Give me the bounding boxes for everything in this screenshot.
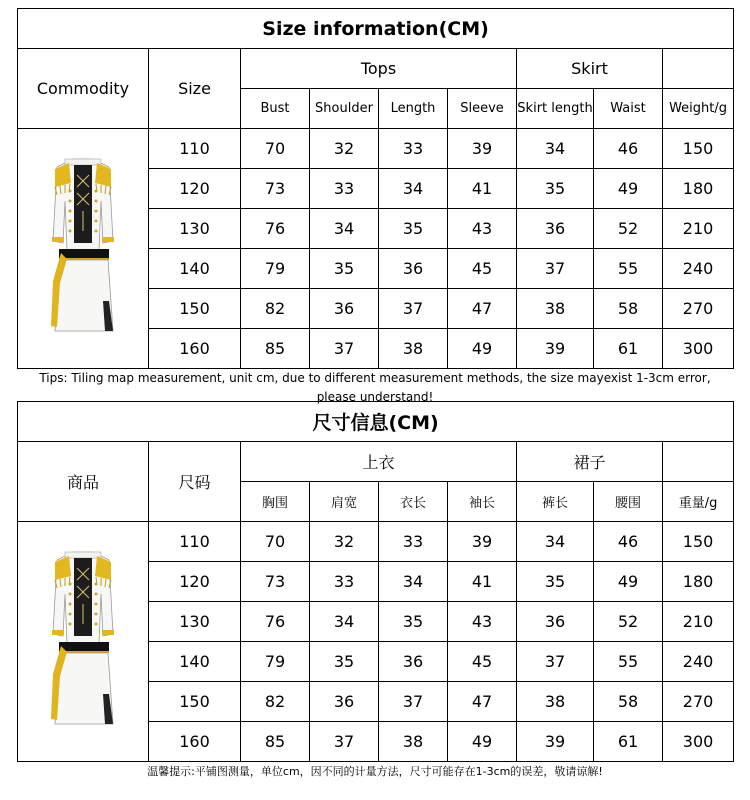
- value-cell: 150: [663, 522, 734, 562]
- value-cell: 85: [241, 329, 310, 369]
- tips-note: 温馨提示:平铺图测量，单位cm，因不同的计量方法，尺寸可能存在1-3cm的误差，敬请谅解!: [147, 765, 603, 778]
- col-header: Waist: [594, 89, 663, 129]
- tops-header: 上衣: [241, 442, 517, 482]
- tops-header: Tops: [241, 49, 517, 89]
- value-cell: 35: [517, 169, 594, 209]
- value-cell: 34: [379, 169, 448, 209]
- value-cell: 39: [517, 722, 594, 762]
- value-cell: 49: [594, 169, 663, 209]
- value-cell: 39: [448, 522, 517, 562]
- skirt-header: 裙子: [517, 442, 663, 482]
- value-cell: 49: [594, 562, 663, 602]
- blank-header: [663, 49, 734, 89]
- value-cell: 270: [663, 289, 734, 329]
- col-header: 胸围: [241, 482, 310, 522]
- size-cell: 150: [149, 682, 241, 722]
- value-cell: 85: [241, 722, 310, 762]
- size-cell: 130: [149, 602, 241, 642]
- value-cell: 150: [663, 129, 734, 169]
- value-cell: 76: [241, 209, 310, 249]
- value-cell: 37: [379, 682, 448, 722]
- value-cell: 34: [517, 129, 594, 169]
- value-cell: 46: [594, 129, 663, 169]
- value-cell: 49: [448, 329, 517, 369]
- value-cell: 41: [448, 562, 517, 602]
- value-cell: 300: [663, 329, 734, 369]
- col-header: Skirt length: [517, 89, 594, 129]
- value-cell: 210: [663, 602, 734, 642]
- size-cell: 120: [149, 169, 241, 209]
- col-header: 肩宽: [310, 482, 379, 522]
- value-cell: 35: [517, 562, 594, 602]
- value-cell: 33: [310, 562, 379, 602]
- value-cell: 47: [448, 682, 517, 722]
- size-cell: 160: [149, 722, 241, 762]
- value-cell: 270: [663, 682, 734, 722]
- value-cell: 37: [517, 642, 594, 682]
- value-cell: 33: [379, 522, 448, 562]
- value-cell: 36: [379, 642, 448, 682]
- col-header: Bust: [241, 89, 310, 129]
- value-cell: 39: [448, 129, 517, 169]
- value-cell: 37: [379, 289, 448, 329]
- blank-header: [663, 442, 734, 482]
- size-cell: 120: [149, 562, 241, 602]
- size-header: Size: [149, 49, 241, 129]
- value-cell: 180: [663, 562, 734, 602]
- col-header: Shoulder: [310, 89, 379, 129]
- value-cell: 61: [594, 722, 663, 762]
- value-cell: 34: [310, 209, 379, 249]
- table-title: 尺寸信息(CM): [18, 402, 734, 442]
- value-cell: 36: [310, 682, 379, 722]
- value-cell: 32: [310, 129, 379, 169]
- col-header: Weight/g: [663, 89, 734, 129]
- value-cell: 45: [448, 642, 517, 682]
- value-cell: 35: [310, 642, 379, 682]
- value-cell: 47: [448, 289, 517, 329]
- value-cell: 82: [241, 289, 310, 329]
- value-cell: 35: [379, 209, 448, 249]
- col-header: Length: [379, 89, 448, 129]
- value-cell: 32: [310, 522, 379, 562]
- value-cell: 34: [310, 602, 379, 642]
- value-cell: 34: [379, 562, 448, 602]
- value-cell: 36: [379, 249, 448, 289]
- value-cell: 79: [241, 249, 310, 289]
- value-cell: 36: [517, 602, 594, 642]
- value-cell: 46: [594, 522, 663, 562]
- value-cell: 55: [594, 249, 663, 289]
- col-header: 腰围: [594, 482, 663, 522]
- size-cell: 130: [149, 209, 241, 249]
- value-cell: 73: [241, 562, 310, 602]
- skirt-header: Skirt: [517, 49, 663, 89]
- commodity-header: Commodity: [18, 49, 149, 129]
- size-table-en: [17, 8, 733, 407]
- col-header: 衣长: [379, 482, 448, 522]
- size-cell: 140: [149, 642, 241, 682]
- value-cell: 43: [448, 602, 517, 642]
- product-image: [43, 131, 123, 366]
- value-cell: 79: [241, 642, 310, 682]
- size-cell: 110: [149, 129, 241, 169]
- product-image-cell: [18, 129, 149, 369]
- value-cell: 41: [448, 169, 517, 209]
- table-title: Size information(CM): [18, 9, 734, 49]
- value-cell: 61: [594, 329, 663, 369]
- value-cell: 58: [594, 289, 663, 329]
- value-cell: 33: [310, 169, 379, 209]
- col-header: 裤长: [517, 482, 594, 522]
- value-cell: 73: [241, 169, 310, 209]
- value-cell: 38: [379, 329, 448, 369]
- value-cell: 35: [310, 249, 379, 289]
- value-cell: 49: [448, 722, 517, 762]
- col-header: Sleeve: [448, 89, 517, 129]
- value-cell: 76: [241, 602, 310, 642]
- value-cell: 36: [310, 289, 379, 329]
- value-cell: 37: [310, 722, 379, 762]
- value-cell: 180: [663, 169, 734, 209]
- value-cell: 70: [241, 522, 310, 562]
- product-image-cell: [18, 522, 149, 762]
- value-cell: 240: [663, 642, 734, 682]
- value-cell: 37: [517, 249, 594, 289]
- size-cell: 110: [149, 522, 241, 562]
- value-cell: 300: [663, 722, 734, 762]
- col-header: 袖长: [448, 482, 517, 522]
- commodity-header: 商品: [18, 442, 149, 522]
- value-cell: 33: [379, 129, 448, 169]
- value-cell: 38: [517, 682, 594, 722]
- value-cell: 70: [241, 129, 310, 169]
- value-cell: 55: [594, 642, 663, 682]
- value-cell: 240: [663, 249, 734, 289]
- value-cell: 37: [310, 329, 379, 369]
- value-cell: 36: [517, 209, 594, 249]
- value-cell: 38: [517, 289, 594, 329]
- size-table-zh: [17, 401, 733, 782]
- size-cell: 160: [149, 329, 241, 369]
- value-cell: 35: [379, 602, 448, 642]
- value-cell: 34: [517, 522, 594, 562]
- value-cell: 82: [241, 682, 310, 722]
- tips-note: Tips: Tiling map measurement, unit cm, due to different measurement methods, the size mayexist 1-3cm error, please understand!: [39, 371, 711, 404]
- value-cell: 38: [379, 722, 448, 762]
- value-cell: 210: [663, 209, 734, 249]
- product-image: [43, 524, 123, 759]
- value-cell: 43: [448, 209, 517, 249]
- value-cell: 39: [517, 329, 594, 369]
- size-cell: 140: [149, 249, 241, 289]
- size-header: 尺码: [149, 442, 241, 522]
- value-cell: 58: [594, 682, 663, 722]
- value-cell: 52: [594, 209, 663, 249]
- value-cell: 45: [448, 249, 517, 289]
- col-header: 重量/g: [663, 482, 734, 522]
- value-cell: 52: [594, 602, 663, 642]
- size-cell: 150: [149, 289, 241, 329]
